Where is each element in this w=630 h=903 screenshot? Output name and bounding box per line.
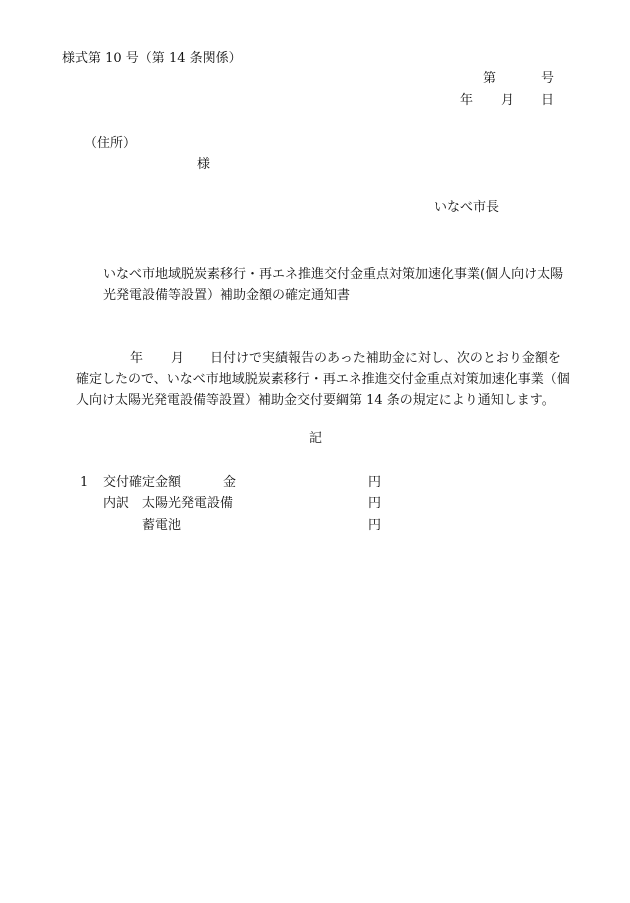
date-month: 月 bbox=[501, 93, 515, 108]
item-number: 1 bbox=[80, 475, 89, 490]
doc-number-suffix: 号 bbox=[541, 71, 555, 86]
body-line-3: 人向け太陽光発電設備等設置）補助金交付要綱第 14 条の規定により通知します。 bbox=[76, 393, 555, 408]
ki-heading: 記 bbox=[309, 431, 323, 446]
breakdown-label: 内訳 bbox=[103, 496, 130, 511]
recipient-address-label: （住所） bbox=[84, 136, 137, 151]
solar-label: 太陽光発電設備 bbox=[142, 496, 234, 511]
doc-number-prefix: 第 bbox=[483, 71, 497, 86]
body-line-1: 日付けで実績報告のあった補助金に対し、次のとおり金額を bbox=[210, 351, 561, 366]
solar-yen: 円 bbox=[368, 496, 382, 511]
body-line-2: 確定したので、いなべ市地域脱炭素移行・再エネ推進交付金重点対策加速化事業（個 bbox=[76, 372, 570, 387]
recipient-honorific: 様 bbox=[197, 157, 211, 172]
form-number: 様式第 10 号（第 14 条関係） bbox=[62, 51, 242, 66]
issuer: いなべ市長 bbox=[434, 200, 500, 215]
body-month: 月 bbox=[171, 351, 185, 366]
battery-yen: 円 bbox=[368, 518, 382, 533]
date-day: 日 bbox=[541, 93, 555, 108]
document-title bbox=[103, 264, 578, 306]
title-line-2: 光発電設備等設置）補助金額の確定通知書 bbox=[103, 288, 351, 303]
title-line-1: いなべ市地域脱炭素移行・再エネ推進交付金重点対策加速化事業(個人向け太陽 bbox=[103, 267, 564, 282]
item-label: 交付確定金額 bbox=[103, 475, 182, 490]
body-paragraph bbox=[76, 348, 570, 411]
item-kin: 金 bbox=[223, 475, 237, 490]
date-year: 年 bbox=[460, 93, 474, 108]
battery-label: 蓄電池 bbox=[142, 518, 182, 533]
item-yen: 円 bbox=[368, 475, 382, 490]
body-year: 年 bbox=[130, 351, 144, 366]
